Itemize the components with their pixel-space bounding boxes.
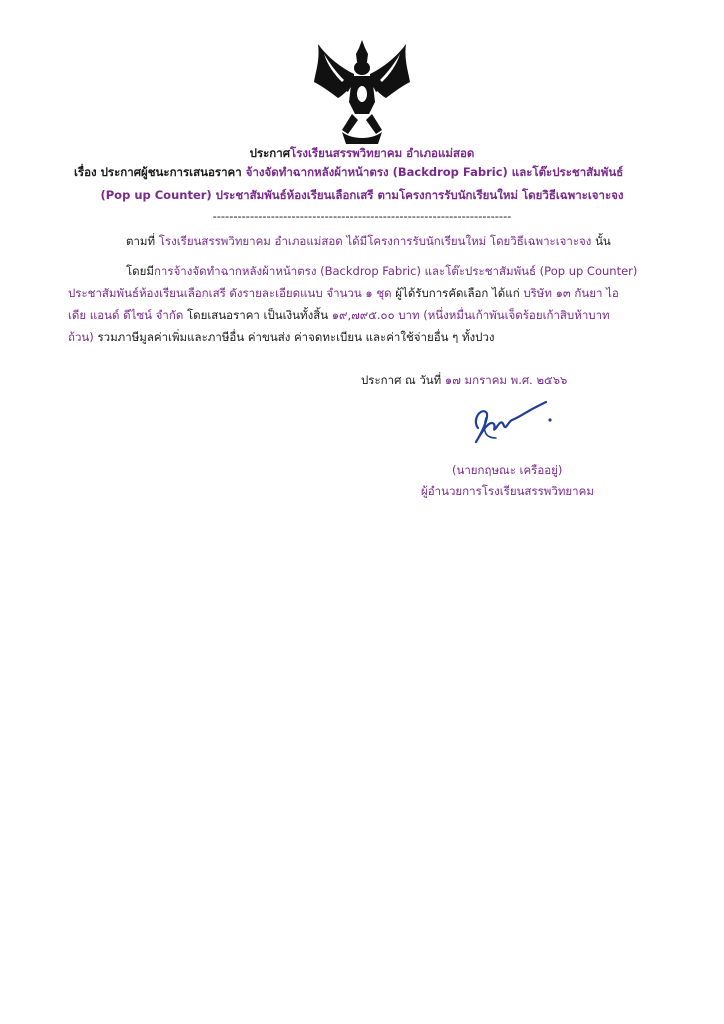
body-line-2 (68, 288, 619, 300)
body-l3-company: เดีย แอนด์ ดีไซน์ จำกัด (68, 308, 184, 322)
signature-icon (466, 398, 556, 448)
body-l1-prefix: โดยมี (126, 264, 154, 278)
divider: ------------------------------------------------------------------------ (212, 209, 512, 223)
body-l3-amount: ๑๙,๗๙๕.๐๐ บาท (หนึ่งหมื่นเก้าพันเจ็ดร้อยเก้าสิบห้าบาท (331, 308, 610, 322)
body-l4-amount-end: ถ้วน) (68, 330, 94, 344)
subject-line-1 (74, 167, 623, 179)
intro-body: โรงเรียนสรรพวิทยาคม อำเภอแม่สอด ได้มีโครงการรับนักเรียนใหม่ โดยวิธีเฉพาะเจาะจง (158, 234, 592, 248)
signatory-name: (นายกฤษณะ เครืออยู่) (452, 463, 563, 477)
body-l2-selected-label: ผู้ได้รับการคัดเลือก ได้แก่ (395, 286, 520, 300)
intro-prefix: ตามที่ (126, 234, 156, 248)
signatory-position: ผู้อำนวยการโรงเรียนสรรพวิทยาคม (421, 484, 594, 498)
body-l2-item: ประชาสัมพันธ์ห้องเรียนเลือกเสรี ดังรายละเอียดแนบ จำนวน ๑ ชุด (68, 286, 392, 300)
body-l4-tax-note: รวมภาษีมูลค่าเพิ่มและภาษีอื่น ค่าขนส่ง ค่าจดทะเบียน และค่าใช้จ่ายอื่น ๆ ทั้งปวง (97, 330, 495, 344)
announcement-title (0, 148, 724, 160)
date-value: ๑๗ มกราคม พ.ศ. ๒๕๖๖ (444, 373, 568, 387)
school-name: โรงเรียนสรรพวิทยาคม อำเภอแม่สอด (290, 146, 475, 160)
subject-label: เรื่อง ประกาศผู้ชนะการเสนอราคา (74, 165, 242, 179)
body-l2-company: บริษัท ๑๓ กันยา ไอ (523, 286, 619, 300)
subject-line-2: (Pop up Counter) ประชาสัมพันธ์ห้องเรียนเลือกเสรี ตามโครงการรับนักเรียนใหม่ โดยวิธีเฉพาะเจาะจง (100, 188, 624, 202)
body-l3-price-label: โดยเสนอราคา เป็นเงินทั้งสิ้น (186, 308, 329, 322)
body-line-4 (68, 332, 495, 344)
date-prefix: ประกาศ ณ วันที่ (361, 373, 442, 387)
announcement-prefix: ประกาศ (249, 146, 291, 160)
garuda-emblem-icon (312, 40, 412, 144)
body-line-3 (68, 310, 610, 322)
intro-suffix: นั้น (595, 234, 611, 248)
announcement-date (361, 375, 567, 387)
subject-text-1: จ้างจัดทำฉากหลังผ้าหน้าตรง (Backdrop Fabric) และโต๊ะประชาสัมพันธ์ (245, 165, 624, 179)
intro-paragraph (126, 236, 611, 248)
body-l1-text: การจ้างจัดทำฉากหลังผ้าหน้าตรง (Backdrop Fabric) และโต๊ะประชาสัมพันธ์ (Pop up Counter) (153, 264, 638, 278)
body-line-1 (126, 266, 637, 278)
